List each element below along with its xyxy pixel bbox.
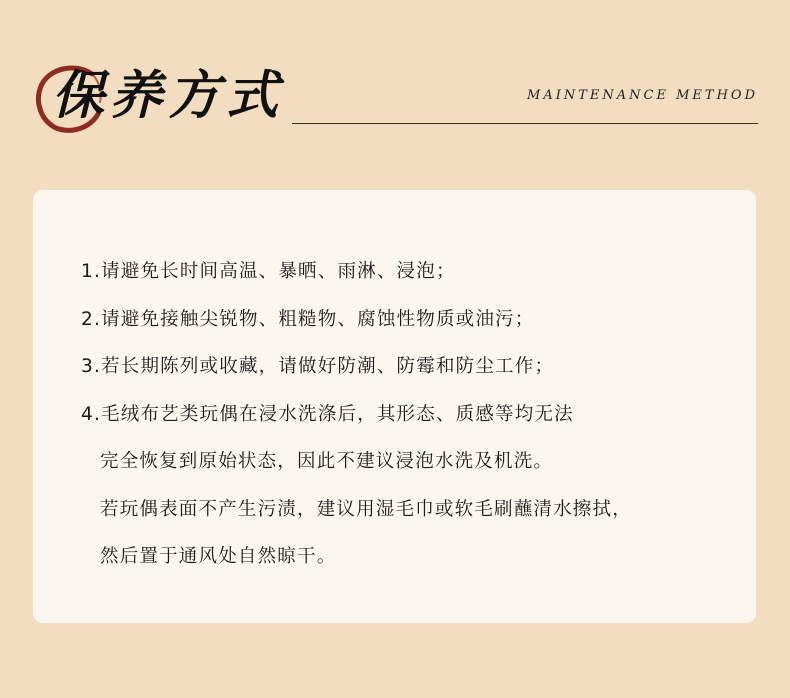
page-subtitle: MAINTENANCE METHOD	[527, 88, 758, 103]
content-panel	[33, 190, 756, 623]
header	[0, 0, 790, 180]
instruction-line-4-cont-1: 完全恢复到原始状态，因此不建议浸泡水洗及机洗。	[100, 451, 554, 472]
instruction-line-1: 1.请避免长时间高温、暴晒、雨淋、浸泡；	[81, 261, 456, 282]
instruction-line-4-cont-3: 然后置于通风处自然晾干。	[100, 546, 337, 567]
instruction-line-4-cont-2: 若玩偶表面不产生污渍，建议用湿毛巾或软毛刷蘸清水擦拭，	[100, 498, 632, 520]
instruction-line-4: 4.毛绒布艺类玩偶在浸水洗涤后，其形态、质感等均无法	[81, 403, 574, 425]
header-divider	[292, 123, 758, 124]
instructions-list	[81, 248, 632, 581]
instruction-line-2: 2.请避免接触尖锐物、粗糙物、腐蚀性物质或油污；	[81, 308, 535, 330]
page-title: 保养方式	[52, 65, 285, 126]
instruction-line-3: 3.若长期陈列或收藏，请做好防潮、防霉和防尘工作；	[81, 356, 555, 377]
